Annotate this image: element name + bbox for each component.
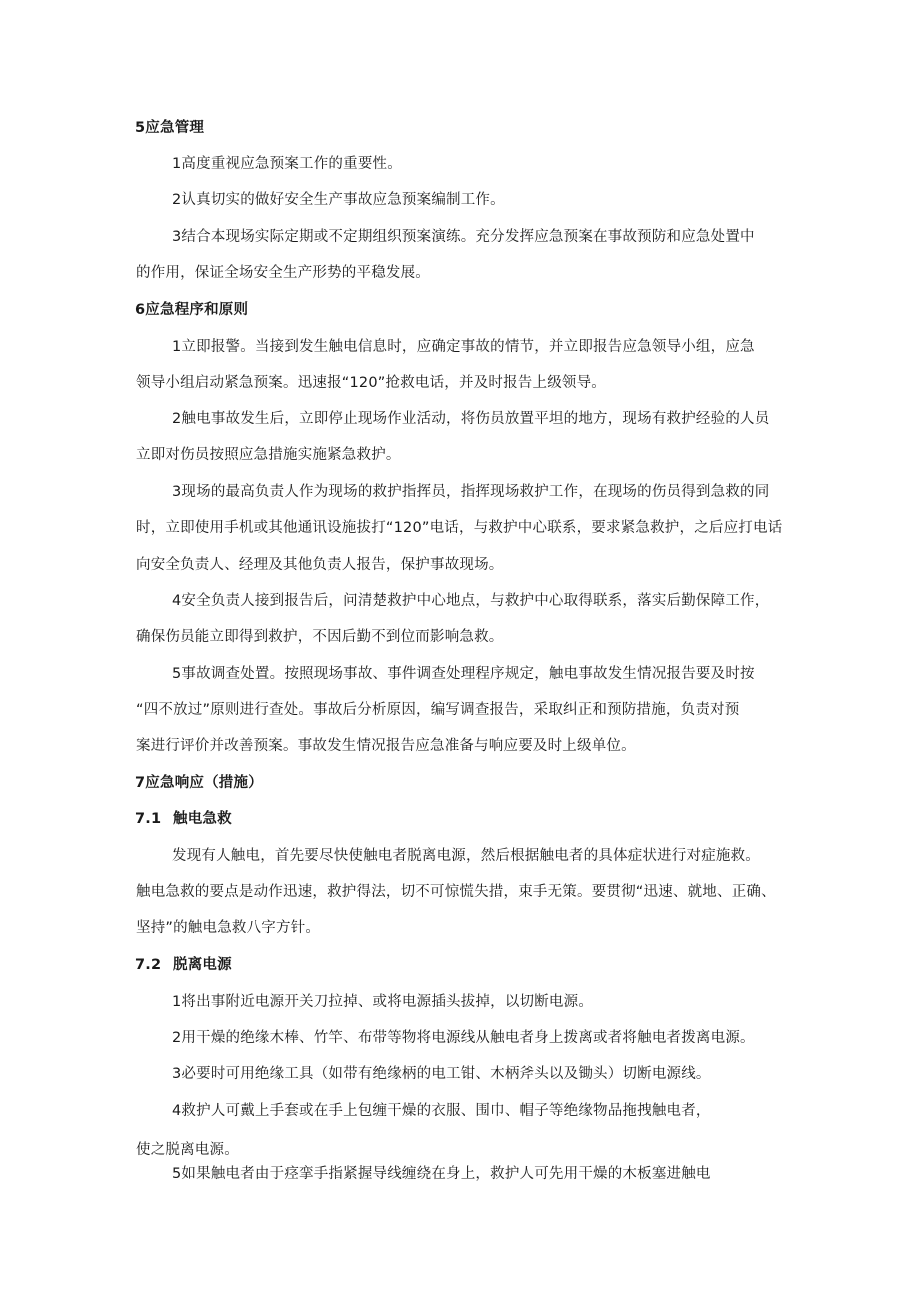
section-6-item-4-line-1: 4安全负责人接到报告后，问清楚救护中心地点，与救护中心取得联系，落实后勤保障工作， xyxy=(172,593,770,609)
section-5-heading: 5应急管理 xyxy=(135,120,205,136)
section-7-heading: 7应急响应（措施） xyxy=(135,775,263,791)
section-7-2-heading xyxy=(135,955,232,975)
section-7-1-line-2: 触电急救的要点是动作迅速，救护得法，切不可惊慌失措，束手无策。要贯彻“迅速、就地、正确、 xyxy=(136,884,776,900)
section-7-2-item-1: 1将出事附近电源开关刀拉掉、或将电源插头拔掉，以切断电源。 xyxy=(172,994,594,1010)
section-6-item-3-line-1: 3现场的最高负责人作为现场的救护指挥员，指挥现场救护工作，在现场的伤员得到急救的同 xyxy=(172,484,770,500)
section-7-1-number: 7.1 xyxy=(135,811,162,827)
section-6-item-5-line-1: 5事故调查处置。按照现场事故、事件调查处理程序规定，触电事故发生情况报告要及时按 xyxy=(172,666,755,682)
section-6-item-4-line-2: 确保伤员能立即得到救护，不因后勤不到位而影响急救。 xyxy=(136,629,504,645)
section-7-2-item-2: 2用干燥的绝缘木棒、竹竿、布带等物将电源线从触电者身上拨离或者将触电者拨离电源。 xyxy=(172,1030,755,1046)
section-6-item-5-line-3: 案进行评价并改善预案。事故发生情况报告应急准备与响应要及时上级单位。 xyxy=(136,738,636,754)
section-6-item-2-line-2: 立即对伤员按照应急措施实施紧急救护。 xyxy=(136,447,401,463)
section-6-item-1-line-1: 1立即报警。当接到发生触电信息时，应确定事故的情节，并立即报告应急领导小组，应急 xyxy=(172,339,755,355)
section-5-item-2: 2认真切实的做好安全生产事故应急预案编制工作。 xyxy=(172,192,505,208)
section-7-1-line-1: 发现有人触电，首先要尽快使触电者脱离电源，然后根据触电者的具体症状进行对症施救。 xyxy=(172,848,760,864)
section-7-2-item-5-line-1: 5如果触电者由于痉挛手指紧握导线缠绕在身上，救护人可先用干燥的木板塞进触电 xyxy=(172,1166,711,1182)
section-6-item-5-line-2: “四不放过”原则进行查处。事故后分析原因，编写调查报告，采取纠正和预防措施，负责对预 xyxy=(136,702,740,718)
section-7-1-title: 触电急救 xyxy=(173,811,232,827)
section-7-1-heading xyxy=(135,809,232,829)
section-7-2-title: 脱离电源 xyxy=(173,957,232,973)
section-7-2-item-4-line-2: 使之脱离电源。 xyxy=(136,1142,239,1158)
section-7-2-number: 7.2 xyxy=(135,957,162,973)
section-6-item-3-line-3: 向安全负责人、经理及其他负责人报告，保护事故现场。 xyxy=(136,557,504,573)
section-5-item-3-line-2: 的作用，保证全场安全生产形势的平稳发展。 xyxy=(136,265,430,281)
section-6-heading: 6应急程序和原则 xyxy=(135,302,249,318)
section-7-2-item-3: 3必要时可用绝缘工具（如带有绝缘柄的电工钳、木柄斧头以及锄头）切断电源线。 xyxy=(172,1066,711,1082)
section-6-item-2-line-1: 2触电事故发生后，立即停止现场作业活动，将伤员放置平坦的地方，现场有救护经验的人员 xyxy=(172,411,770,427)
section-7-1-line-3: 坚持”的触电急救八字方针。 xyxy=(136,920,321,936)
section-7-2-item-4-line-1: 4救护人可戴上手套或在手上包缠干燥的衣服、围巾、帽子等绝缘物品拖拽触电者， xyxy=(172,1103,711,1119)
section-5-item-1: 1高度重视应急预案工作的重要性。 xyxy=(172,156,402,172)
section-5-item-3-line-1: 3结合本现场实际定期或不定期组织预案演练。充分发挥应急预案在事故预防和应急处置中 xyxy=(172,229,755,245)
section-6-item-1-line-2: 领导小组启动紧急预案。迅速报“120”抢救电话，并及时报告上级领导。 xyxy=(136,375,606,391)
section-6-item-3-line-2: 时，立即使用手机或其他通讯设施拔打“120”电话，与救护中心联系，要求紧急救护，之后应打电话 xyxy=(136,520,783,536)
